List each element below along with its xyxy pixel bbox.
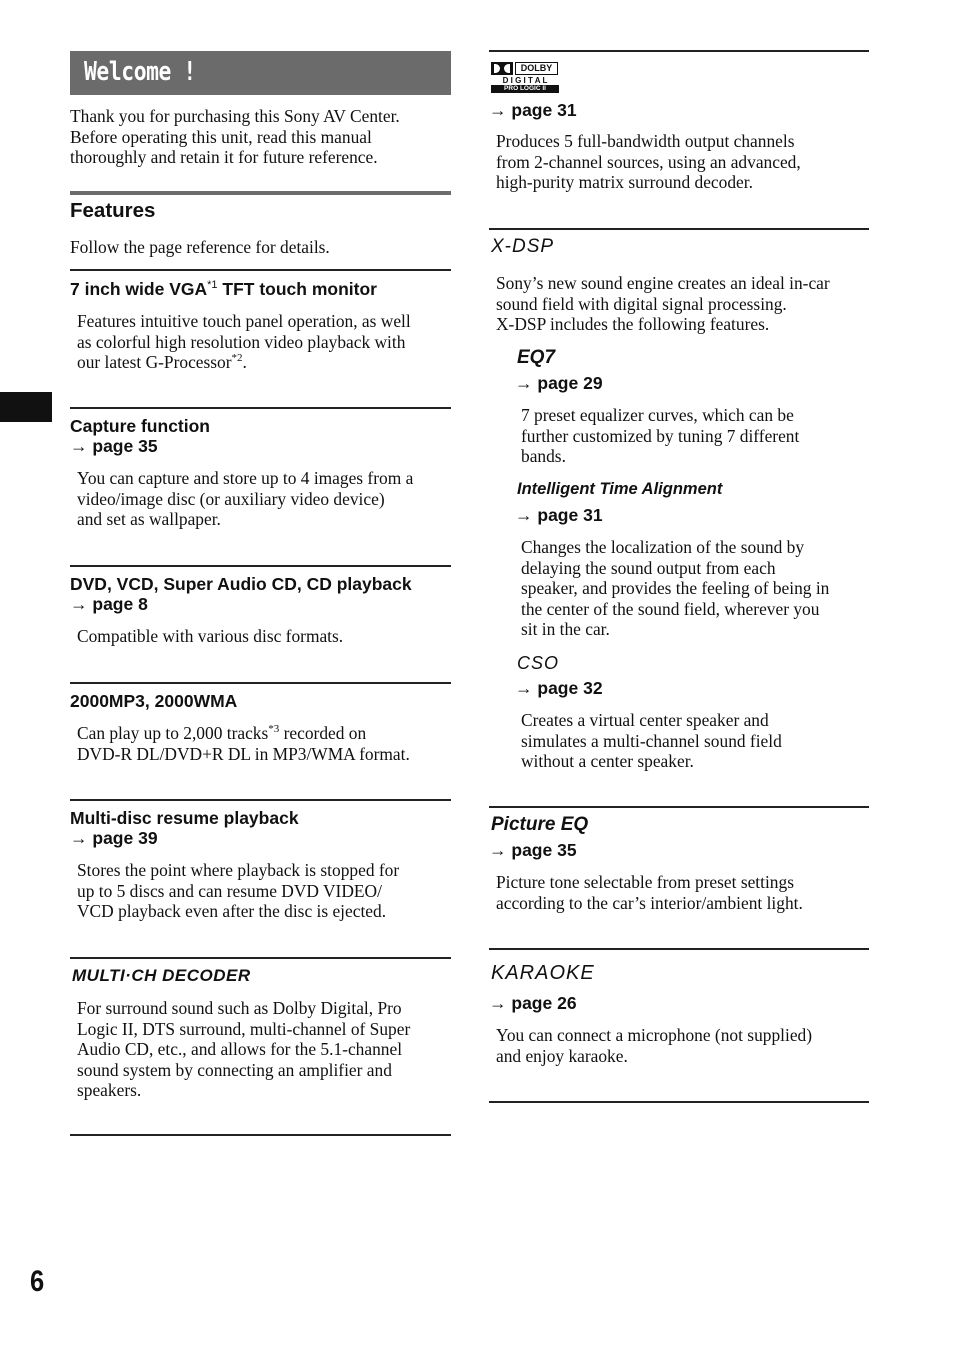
multi-ch-decoder-logo: MULTI·CH DECODER (72, 966, 251, 985)
capture-page-ref[interactable]: → page 35 (70, 436, 158, 456)
right-arrow-icon: → (70, 594, 88, 614)
features-subtitle: Follow the page reference for details. (70, 237, 330, 257)
picture-eq-page-ref[interactable]: → page 35 (489, 840, 577, 860)
cso-logo: CSO (517, 653, 560, 673)
right-arrow-icon: → (70, 436, 88, 456)
right-arrow-icon: → (515, 373, 533, 393)
cso-section-body: Creates a virtual center speaker and simulates a multi-channel sound field without a center speaker. (521, 710, 782, 771)
section-divider (70, 682, 451, 684)
ita-page-ref[interactable]: → page 31 (515, 505, 603, 525)
page-title: Welcome ! (84, 57, 196, 87)
multich-section-body: For surround sound such as Dolby Digital, Pro Logic II, DTS surround, multi-channel of Super Audio CD, etc., and allows for the 5.1-channel sound system by connecting an amplifier and speakers. (77, 998, 411, 1100)
vga-section-title: 7 inch wide VGA$^{*1}$ TFT touch monitor (70, 279, 377, 299)
welcome-header (70, 51, 451, 95)
right-arrow-icon: → (70, 828, 88, 848)
section-divider (489, 1101, 869, 1103)
section-divider (70, 799, 451, 801)
resume-page-ref[interactable]: → page 39 (70, 828, 158, 848)
resume-section-body: Stores the point where playback is stopped for up to 5 discs and can resume DVD VIDEO/ VCD playback even after the disc is ejected. (77, 860, 400, 921)
section-divider (489, 228, 869, 230)
dvd-section-title: DVD, VCD, Super Audio CD, CD playback (70, 574, 412, 594)
dolby-section-body: Produces 5 full-bandwidth output channels from 2-channel sources, using an advanced, high-purity matrix surround decoder. (496, 131, 801, 192)
picture-eq-section-body: Picture tone selectable from preset settings according to the car’s interior/ambient light. (496, 872, 803, 913)
intro-line: Thank you for purchasing this Sony AV Center. (70, 106, 400, 126)
section-divider (70, 269, 451, 271)
capture-section-body: You can capture and store up to 4 images from a video/image disc (or auxiliary video device) and set as wallpaper. (77, 468, 414, 529)
x-dsp-logo: X-DSP (491, 236, 555, 257)
dolby-page-ref[interactable]: → page 31 (489, 100, 577, 120)
right-arrow-icon: → (515, 678, 533, 698)
dolby-dd-icon (491, 62, 513, 75)
picture-eq-logo: Picture EQ (491, 814, 589, 835)
eq7-logo: EQ7 (517, 347, 556, 368)
mp3-section-body: Can play up to 2,000 tracks$^{*3}$ recorded on DVD-R DL/DVD+R DL in MP3/WMA format. (77, 723, 410, 764)
right-arrow-icon: → (489, 840, 507, 860)
eq7-section-body: 7 preset equalizer curves, which can be further customized by tuning 7 different bands. (521, 405, 800, 466)
capture-section-title: Capture function (70, 416, 210, 436)
xdsp-section-body: Sony’s new sound engine creates an ideal in-car sound field with digital signal processing. X-DSP includes the following features. (496, 273, 830, 334)
intro-line: thoroughly and retain it for future reference. (70, 147, 378, 167)
right-arrow-icon: → (489, 100, 507, 120)
karaoke-section-body: You can connect a microphone (not supplied) and enjoy karaoke. (496, 1025, 813, 1066)
intelligent-time-alignment-logo: Intelligent Time Alignment (517, 480, 723, 498)
right-arrow-icon: → (515, 505, 533, 525)
section-tab-marker (0, 392, 52, 422)
features-title: Features (70, 199, 156, 222)
dvd-page-ref[interactable]: → page 8 (70, 594, 148, 614)
section-divider (489, 948, 869, 950)
karaoke-page-ref[interactable]: → page 26 (489, 993, 577, 1013)
right-arrow-icon: → (489, 993, 507, 1013)
resume-section-title: Multi-disc resume playback (70, 808, 299, 828)
section-divider (70, 407, 451, 409)
vga-section-body: Features intuitive touch panel operation, as well as colorful high resolution video playback with our latest G-Processor$^{*2}$. (77, 311, 411, 372)
section-divider (489, 50, 869, 52)
karaoke-logo: KARAOKE (491, 962, 595, 984)
dvd-section-body: Compatible with various disc formats. (77, 626, 344, 646)
cso-page-ref[interactable]: → page 32 (515, 678, 603, 698)
section-divider (70, 957, 451, 959)
page-number: 6 (30, 1265, 45, 1298)
section-divider (489, 806, 869, 808)
ita-section-body: Changes the localization of the sound by delaying the sound output from each speaker, and provides the feeling of being in the center of the sound field, wherever you sit in the car. (521, 537, 830, 639)
features-divider (70, 191, 451, 195)
mp3-section-title: 2000MP3, 2000WMA (70, 691, 238, 711)
dolby-pro-logic-logo: DOLBY D I G I T A L PRO LOGIC II (491, 62, 559, 93)
intro-line: Before operating this unit, read this manual (70, 126, 372, 147)
eq7-page-ref[interactable]: → page 29 (515, 373, 603, 393)
intro-paragraph (70, 106, 455, 168)
section-divider (70, 565, 451, 567)
section-divider (70, 1134, 451, 1136)
